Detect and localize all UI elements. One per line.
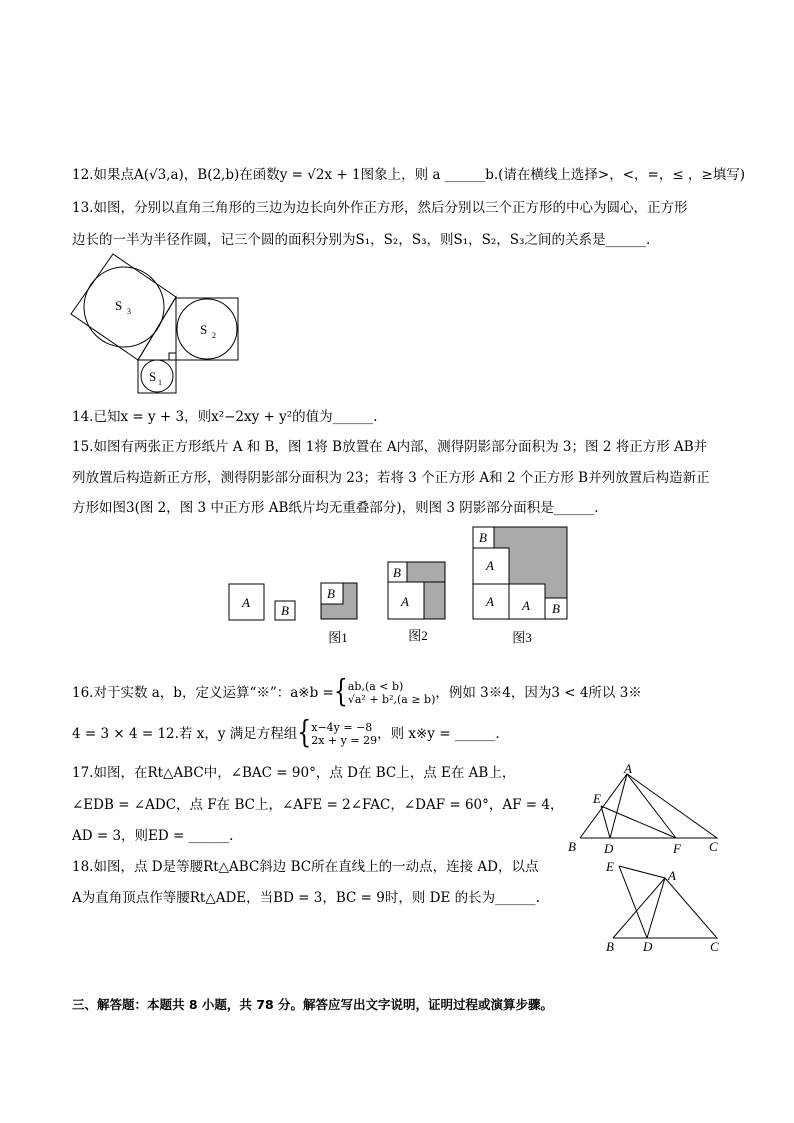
q18-triangle-abc xyxy=(613,878,717,938)
q15-caption-fig3: 图3 xyxy=(512,630,532,645)
q17-line3: AD = 3，则ED = ______. xyxy=(72,828,234,844)
q16-case2: √a² + b²,(a ≥ b) xyxy=(347,693,436,706)
q15-fig2-shaded-2 xyxy=(424,582,445,619)
q15-fig3-label-a1: A xyxy=(486,558,494,573)
q15-fig2-label-a: A xyxy=(401,594,409,609)
q18-label-e: E xyxy=(606,859,614,874)
q17-segment-ed xyxy=(601,806,610,838)
q17-figure xyxy=(565,760,725,856)
q17-line1: 17.如图，在Rt△ABC中，∠BAC = 90°，点 D在 BC上，点 E在 AB上， xyxy=(72,765,516,781)
q16-line2-post: ，则 x※y = ______. xyxy=(377,726,500,742)
q12-text: 12.如果点A(√3,a)，B(2,b)在函数y = √2x + 1图象上，则 a ______b.(请在横线上选择>，<，=，≤ ，≥填写) xyxy=(72,167,746,183)
q15-label-b: B xyxy=(281,603,289,618)
q15-caption-fig2: 图2 xyxy=(408,628,428,643)
q18-line2: A为直角顶点作等腰Rt△ADE，当BD = 3，BC = 9时，则 DE 的长为______. xyxy=(72,890,540,906)
q17-label-c: C xyxy=(709,839,718,854)
q18-segment-ae xyxy=(619,866,665,878)
q17-label-e: E xyxy=(593,791,601,806)
q17-segment-ef xyxy=(601,806,676,838)
q15-fig3-label-b2: B xyxy=(552,601,560,616)
q15-fig1-label-b: B xyxy=(327,586,335,601)
q18-label-b: B xyxy=(606,939,614,954)
q17-segment-ad xyxy=(610,774,627,838)
q15-caption-fig1: 图1 xyxy=(328,630,348,645)
q15-fig3-label-a2: A xyxy=(486,594,494,609)
q15-figure xyxy=(225,525,570,650)
q17-segment-af xyxy=(627,774,676,838)
q18-label-a: A xyxy=(668,868,676,883)
q13-square-s3 xyxy=(71,254,176,360)
q17-label-f: F xyxy=(673,841,681,856)
q17-triangle-abc xyxy=(580,774,717,838)
q16-line1: 16.对于实数 a，b，定义运算“※”：a※b ={ ab,(a < b) √a² + b²,(a ≥ b) ，例如 3※4，因为3 < 4所以 3※ xyxy=(72,674,642,710)
q15-line1: 15.如图有两张正方形纸片 A 和 B，图 1将 B放置在 A内部，测得阴影部分面积为 3；图 2 将正方形 AB并 xyxy=(72,439,708,455)
q16-line2: 4 = 3 × 4 = 12.若 x，y 满足方程组{ x−4y = −8 2x + y = 29 ，则 x※y = ______. xyxy=(72,715,500,751)
q16-case1: ab,(a < b) xyxy=(347,680,404,693)
q13-right-triangle xyxy=(138,297,176,360)
q18-line1: 18.如图，点 D是等腰Rt△ABC斜边 BC所在直线上的一动点，连接 AD，以点 xyxy=(72,859,539,875)
q16-eq2: 2x + y = 29 xyxy=(311,734,378,747)
q14-text: 14.已知x = y + 3，则x²−2xy + y²的值为______. xyxy=(72,409,378,425)
q17-label-b: B xyxy=(568,839,576,854)
q13-label-s3: S xyxy=(115,298,123,313)
q16-line1-post: ，例如 3※4，因为3 < 4所以 3※ xyxy=(435,685,642,701)
q13-label-s1-sub: 1 xyxy=(158,378,162,387)
q13-label-s2-sub: 2 xyxy=(212,331,216,340)
q13-label-s2: S xyxy=(200,322,208,337)
q18-segment-ad xyxy=(647,878,665,938)
q13-figure xyxy=(66,250,246,396)
q18-label-c: C xyxy=(710,939,719,954)
q15-label-a: A xyxy=(242,595,250,610)
q13-square-s1 xyxy=(138,360,176,393)
q15-line3: 方形如图3(图 2，图 3 中正方形 AB纸片均无重叠部分)，则图 3 阴影部分面积是______. xyxy=(72,500,599,516)
q17-label-d: D xyxy=(604,841,614,856)
q13-label-s3-sub: 3 xyxy=(127,307,131,316)
q15-fig3-label-a3: A xyxy=(522,598,530,613)
q13-line1: 13.如图，分别以直角三角形的三边为边长向外作正方形，然后分别以三个正方形的中心为圆心，正方形 xyxy=(72,200,688,216)
q13-label-s1: S xyxy=(149,369,157,384)
q15-fig3-label-b1: B xyxy=(479,530,487,545)
q18-label-d: D xyxy=(643,939,653,954)
q13-circle-s3 xyxy=(84,267,164,347)
q18-segment-ed xyxy=(619,866,647,938)
q15-fig2-label-b: B xyxy=(393,565,401,580)
q13-line2: 边长的一半为半径作圆，记三个圆的面积分别为S₁，S₂，S₃，则S₁，S₂，S₃之间的关系是______. xyxy=(72,232,651,248)
q15-line2: 列放置后构造新正方形，测得阴影部分面积为 23；若将 3 个正方形 A和 2 个正方形 B并列放置后构造新正 xyxy=(72,470,710,486)
q17-label-a: A xyxy=(624,761,632,776)
q17-line2: ∠EDB = ∠ADC，点 F在 BC上，∠AFE = 2∠FAC，∠DAF = 60°，AF = 4， xyxy=(72,797,564,813)
q16-eq1: x−4y = −8 xyxy=(311,721,373,734)
section3-heading: 三、解答题：本题共 8 小题，共 78 分。解答应写出文字说明，证明过程或演算步骤。 xyxy=(72,997,554,1012)
q13-circle-s1 xyxy=(141,360,173,392)
q18-figure xyxy=(600,855,725,955)
q16-line1-pre: 16.对于实数 a，b，定义运算“※”：a※b = xyxy=(72,685,334,701)
q15-fig2-shaded xyxy=(407,562,445,582)
q16-line2-pre: 4 = 3 × 4 = 12.若 x，y 满足方程组 xyxy=(72,726,298,742)
